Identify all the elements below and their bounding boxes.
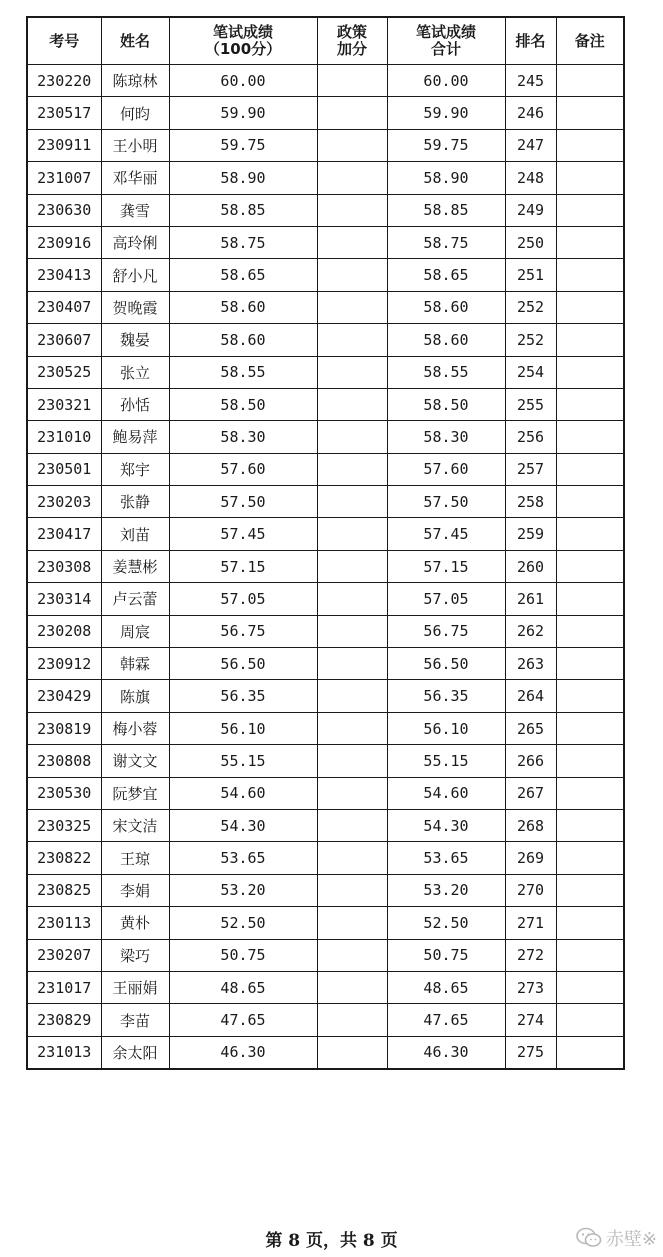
cell-total-score: 55.15: [387, 745, 505, 777]
cell-remarks: [556, 648, 624, 680]
cell-policy-bonus: [317, 648, 387, 680]
cell-exam-id: 230916: [27, 226, 101, 258]
cell-exam-id: 230417: [27, 518, 101, 550]
cell-name: 孙恬: [101, 388, 169, 420]
cell-rank: 250: [505, 226, 556, 258]
table-row: [27, 712, 624, 744]
cell-remarks: [556, 550, 624, 582]
cell-exam-id: 230912: [27, 648, 101, 680]
cell-rank: 247: [505, 129, 556, 161]
cell-policy-bonus: [317, 615, 387, 647]
cell-total-score: 57.05: [387, 583, 505, 615]
cell-name: 舒小凡: [101, 259, 169, 291]
table-row: [27, 648, 624, 680]
header-text: 政策: [336, 23, 367, 41]
cell-exam-id: 231007: [27, 162, 101, 194]
cell-rank: 246: [505, 97, 556, 129]
cell-rank: 271: [505, 907, 556, 939]
cell-exam-id: 230829: [27, 1004, 101, 1036]
cell-policy-bonus: [317, 907, 387, 939]
cell-remarks: [556, 712, 624, 744]
cell-name: 梁巧: [101, 939, 169, 971]
table-body: [27, 65, 624, 1070]
cell-policy-bonus: [317, 194, 387, 226]
cell-remarks: [556, 939, 624, 971]
header-rank: [505, 17, 556, 65]
cell-exam-id: 230207: [27, 939, 101, 971]
cell-exam-id: 231013: [27, 1036, 101, 1069]
cell-exam-id: 230530: [27, 777, 101, 809]
header-text: 笔试成绩: [415, 23, 476, 41]
cell-total-score: 47.65: [387, 1004, 505, 1036]
cell-written-score: 55.15: [169, 745, 317, 777]
cell-name: 周宸: [101, 615, 169, 647]
cell-exam-id: 230203: [27, 486, 101, 518]
cell-rank: 264: [505, 680, 556, 712]
cell-written-score: 58.90: [169, 162, 317, 194]
cell-rank: 265: [505, 712, 556, 744]
cell-remarks: [556, 129, 624, 161]
cell-rank: 258: [505, 486, 556, 518]
cell-remarks: [556, 874, 624, 906]
cell-exam-id: 231017: [27, 971, 101, 1003]
cell-exam-id: 230325: [27, 809, 101, 841]
cell-remarks: [556, 615, 624, 647]
cell-name: 王丽娟: [101, 971, 169, 1003]
score-table: [26, 16, 625, 1070]
cell-name: 郑宇: [101, 453, 169, 485]
cell-written-score: 57.15: [169, 550, 317, 582]
header-text: 合计: [430, 40, 461, 58]
table-row: [27, 259, 624, 291]
cell-total-score: 50.75: [387, 939, 505, 971]
cell-exam-id: 230517: [27, 97, 101, 129]
cell-remarks: [556, 1004, 624, 1036]
cell-policy-bonus: [317, 874, 387, 906]
cell-exam-id: 230808: [27, 745, 101, 777]
table-row: [27, 291, 624, 323]
cell-rank: 251: [505, 259, 556, 291]
header-text: （100分）: [204, 40, 282, 58]
cell-total-score: 58.60: [387, 291, 505, 323]
cell-name: 魏晏: [101, 324, 169, 356]
header-total-score: [387, 17, 505, 65]
cell-remarks: [556, 680, 624, 712]
cell-name: 陈琼林: [101, 65, 169, 97]
cell-remarks: [556, 194, 624, 226]
cell-remarks: [556, 421, 624, 453]
table-row: [27, 907, 624, 939]
cell-rank: 267: [505, 777, 556, 809]
cell-remarks: [556, 1036, 624, 1069]
cell-policy-bonus: [317, 971, 387, 1003]
cell-name: 阮梦宜: [101, 777, 169, 809]
cell-written-score: 57.50: [169, 486, 317, 518]
cell-policy-bonus: [317, 453, 387, 485]
cell-policy-bonus: [317, 777, 387, 809]
cell-name: 卢云蕾: [101, 583, 169, 615]
cell-rank: 254: [505, 356, 556, 388]
cell-total-score: 54.30: [387, 809, 505, 841]
header-text: 笔试成绩: [212, 23, 273, 41]
cell-remarks: [556, 809, 624, 841]
cell-total-score: 58.75: [387, 226, 505, 258]
cell-written-score: 46.30: [169, 1036, 317, 1069]
cell-policy-bonus: [317, 421, 387, 453]
cell-policy-bonus: [317, 259, 387, 291]
cell-total-score: 57.45: [387, 518, 505, 550]
table-row: [27, 226, 624, 258]
table-row: [27, 842, 624, 874]
header-name: [101, 17, 169, 65]
cell-remarks: [556, 162, 624, 194]
cell-total-score: 54.60: [387, 777, 505, 809]
table-row: [27, 388, 624, 420]
cell-total-score: 56.50: [387, 648, 505, 680]
cell-written-score: 59.75: [169, 129, 317, 161]
cell-total-score: 60.00: [387, 65, 505, 97]
cell-written-score: 58.50: [169, 388, 317, 420]
table-row: [27, 162, 624, 194]
cell-remarks: [556, 583, 624, 615]
cell-name: 谢文文: [101, 745, 169, 777]
cell-written-score: 60.00: [169, 65, 317, 97]
cell-rank: 272: [505, 939, 556, 971]
wechat-icon: [576, 1227, 602, 1249]
table-row: [27, 324, 624, 356]
cell-rank: 266: [505, 745, 556, 777]
cell-name: 高玲俐: [101, 226, 169, 258]
cell-name: 黄朴: [101, 907, 169, 939]
cell-rank: 249: [505, 194, 556, 226]
cell-policy-bonus: [317, 486, 387, 518]
cell-exam-id: 230308: [27, 550, 101, 582]
table-row: [27, 583, 624, 615]
table-row: [27, 971, 624, 1003]
cell-written-score: 58.75: [169, 226, 317, 258]
cell-exam-id: 230413: [27, 259, 101, 291]
cell-remarks: [556, 745, 624, 777]
cell-total-score: 58.90: [387, 162, 505, 194]
cell-rank: 263: [505, 648, 556, 680]
cell-written-score: 56.35: [169, 680, 317, 712]
cell-written-score: 54.30: [169, 809, 317, 841]
page-number: 第 8 页，共 8 页: [265, 1231, 398, 1251]
cell-rank: 252: [505, 324, 556, 356]
cell-name: 陈旗: [101, 680, 169, 712]
table-row: [27, 518, 624, 550]
cell-name: 王琼: [101, 842, 169, 874]
cell-total-score: 56.10: [387, 712, 505, 744]
cell-exam-id: 230407: [27, 291, 101, 323]
cell-total-score: 58.55: [387, 356, 505, 388]
cell-written-score: 53.65: [169, 842, 317, 874]
cell-written-score: 58.60: [169, 291, 317, 323]
cell-written-score: 58.55: [169, 356, 317, 388]
cell-rank: 248: [505, 162, 556, 194]
cell-total-score: 56.75: [387, 615, 505, 647]
cell-remarks: [556, 486, 624, 518]
cell-name: 贺晚霞: [101, 291, 169, 323]
cell-exam-id: 230825: [27, 874, 101, 906]
table-row: [27, 486, 624, 518]
cell-name: 梅小蓉: [101, 712, 169, 744]
table-row: [27, 615, 624, 647]
cell-rank: 261: [505, 583, 556, 615]
cell-written-score: 57.60: [169, 453, 317, 485]
cell-rank: 260: [505, 550, 556, 582]
cell-written-score: 57.45: [169, 518, 317, 550]
table-row: [27, 777, 624, 809]
table-row: [27, 550, 624, 582]
table-row: [27, 680, 624, 712]
cell-exam-id: 231010: [27, 421, 101, 453]
cell-exam-id: 230822: [27, 842, 101, 874]
cell-written-score: 53.20: [169, 874, 317, 906]
cell-exam-id: 230321: [27, 388, 101, 420]
cell-rank: 274: [505, 1004, 556, 1036]
cell-total-score: 58.85: [387, 194, 505, 226]
cell-policy-bonus: [317, 324, 387, 356]
header-text: 考号: [49, 31, 80, 50]
table-row: [27, 1036, 624, 1069]
cell-remarks: [556, 453, 624, 485]
cell-rank: 268: [505, 809, 556, 841]
cell-rank: 256: [505, 421, 556, 453]
header-text: 备注: [574, 31, 605, 50]
cell-policy-bonus: [317, 550, 387, 582]
cell-written-score: 59.90: [169, 97, 317, 129]
cell-policy-bonus: [317, 129, 387, 161]
cell-name: 邓华丽: [101, 162, 169, 194]
table-row: [27, 453, 624, 485]
cell-total-score: 57.60: [387, 453, 505, 485]
cell-policy-bonus: [317, 518, 387, 550]
cell-rank: 259: [505, 518, 556, 550]
cell-remarks: [556, 971, 624, 1003]
cell-written-score: 58.60: [169, 324, 317, 356]
cell-total-score: 59.90: [387, 97, 505, 129]
header-text: 加分: [336, 40, 367, 58]
cell-exam-id: 230113: [27, 907, 101, 939]
cell-rank: 257: [505, 453, 556, 485]
cell-name: 李娟: [101, 874, 169, 906]
cell-remarks: [556, 777, 624, 809]
cell-rank: 245: [505, 65, 556, 97]
table-header: [27, 17, 624, 65]
cell-total-score: 57.15: [387, 550, 505, 582]
cell-remarks: [556, 291, 624, 323]
header-written-score: [169, 17, 317, 65]
cell-written-score: 56.50: [169, 648, 317, 680]
cell-total-score: 58.65: [387, 259, 505, 291]
cell-remarks: [556, 226, 624, 258]
table-row: [27, 1004, 624, 1036]
table-row: [27, 939, 624, 971]
cell-name: 张静: [101, 486, 169, 518]
cell-total-score: 46.30: [387, 1036, 505, 1069]
table-row: [27, 809, 624, 841]
cell-policy-bonus: [317, 1004, 387, 1036]
cell-total-score: 58.60: [387, 324, 505, 356]
cell-written-score: 56.10: [169, 712, 317, 744]
cell-policy-bonus: [317, 97, 387, 129]
cell-total-score: 58.50: [387, 388, 505, 420]
cell-remarks: [556, 259, 624, 291]
header-exam-id: [27, 17, 101, 65]
cell-name: 姜慧彬: [101, 550, 169, 582]
cell-written-score: 50.75: [169, 939, 317, 971]
cell-total-score: 48.65: [387, 971, 505, 1003]
cell-remarks: [556, 356, 624, 388]
cell-total-score: 53.65: [387, 842, 505, 874]
cell-written-score: 48.65: [169, 971, 317, 1003]
watermark: [576, 1225, 657, 1251]
table-row: [27, 129, 624, 161]
cell-exam-id: 230607: [27, 324, 101, 356]
cell-remarks: [556, 907, 624, 939]
cell-exam-id: 230911: [27, 129, 101, 161]
cell-exam-id: 230630: [27, 194, 101, 226]
cell-remarks: [556, 518, 624, 550]
cell-exam-id: 230525: [27, 356, 101, 388]
cell-rank: 275: [505, 1036, 556, 1069]
cell-total-score: 52.50: [387, 907, 505, 939]
cell-written-score: 47.65: [169, 1004, 317, 1036]
cell-exam-id: 230220: [27, 65, 101, 97]
cell-exam-id: 230208: [27, 615, 101, 647]
cell-rank: 270: [505, 874, 556, 906]
table-row: [27, 421, 624, 453]
cell-policy-bonus: [317, 745, 387, 777]
cell-policy-bonus: [317, 226, 387, 258]
cell-total-score: 59.75: [387, 129, 505, 161]
cell-policy-bonus: [317, 809, 387, 841]
cell-total-score: 53.20: [387, 874, 505, 906]
cell-name: 余太阳: [101, 1036, 169, 1069]
cell-policy-bonus: [317, 712, 387, 744]
cell-name: 鲍易萍: [101, 421, 169, 453]
cell-written-score: 54.60: [169, 777, 317, 809]
header-text: 姓名: [119, 31, 150, 50]
cell-exam-id: 230429: [27, 680, 101, 712]
header-policy-bonus: [317, 17, 387, 65]
cell-policy-bonus: [317, 388, 387, 420]
cell-policy-bonus: [317, 1036, 387, 1069]
cell-written-score: 57.05: [169, 583, 317, 615]
cell-name: 刘苗: [101, 518, 169, 550]
cell-rank: 255: [505, 388, 556, 420]
table-row: [27, 874, 624, 906]
cell-exam-id: 230819: [27, 712, 101, 744]
cell-policy-bonus: [317, 356, 387, 388]
cell-policy-bonus: [317, 842, 387, 874]
cell-rank: 273: [505, 971, 556, 1003]
table-row: [27, 356, 624, 388]
cell-rank: 252: [505, 291, 556, 323]
header-text: 排名: [515, 31, 546, 50]
header-row: [27, 17, 624, 65]
cell-remarks: [556, 324, 624, 356]
cell-exam-id: 230501: [27, 453, 101, 485]
cell-written-score: 58.30: [169, 421, 317, 453]
cell-exam-id: 230314: [27, 583, 101, 615]
cell-total-score: 56.35: [387, 680, 505, 712]
cell-rank: 262: [505, 615, 556, 647]
cell-name: 韩霖: [101, 648, 169, 680]
cell-written-score: 58.65: [169, 259, 317, 291]
table-row: [27, 97, 624, 129]
cell-written-score: 56.75: [169, 615, 317, 647]
cell-total-score: 58.30: [387, 421, 505, 453]
table-row: [27, 745, 624, 777]
cell-name: 张立: [101, 356, 169, 388]
cell-name: 宋文洁: [101, 809, 169, 841]
cell-remarks: [556, 388, 624, 420]
cell-policy-bonus: [317, 162, 387, 194]
cell-written-score: 58.85: [169, 194, 317, 226]
cell-name: 何昀: [101, 97, 169, 129]
watermark-text: 赤壁※: [605, 1229, 657, 1250]
cell-rank: 269: [505, 842, 556, 874]
cell-policy-bonus: [317, 680, 387, 712]
cell-written-score: 52.50: [169, 907, 317, 939]
cell-policy-bonus: [317, 583, 387, 615]
table-row: [27, 65, 624, 97]
cell-name: 王小明: [101, 129, 169, 161]
cell-remarks: [556, 65, 624, 97]
cell-policy-bonus: [317, 291, 387, 323]
cell-policy-bonus: [317, 939, 387, 971]
cell-name: 李苗: [101, 1004, 169, 1036]
cell-remarks: [556, 842, 624, 874]
cell-policy-bonus: [317, 65, 387, 97]
cell-remarks: [556, 97, 624, 129]
table-row: [27, 194, 624, 226]
cell-name: 龚雪: [101, 194, 169, 226]
cell-total-score: 57.50: [387, 486, 505, 518]
header-remarks: [556, 17, 624, 65]
